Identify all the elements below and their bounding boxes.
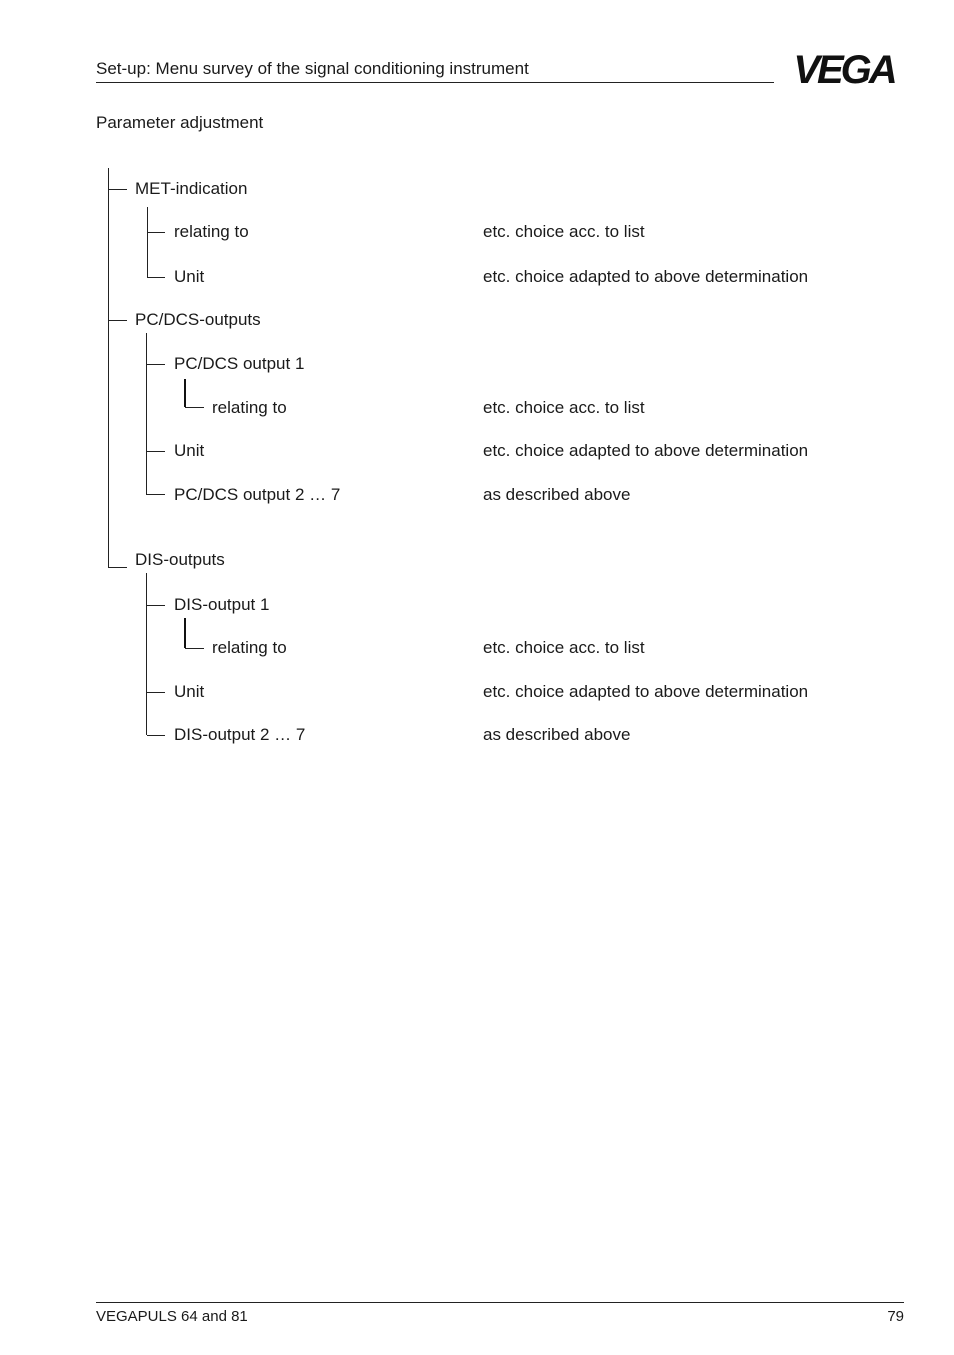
logo-text: VEGA [793,50,895,86]
menu-item-dis-relating-to: relating to [212,638,287,657]
menu-desc-pcdcs-output-rest: as described above [483,485,631,504]
menu-item-pcdcs-outputs: PC/DCS-outputs [135,310,261,329]
menu-desc-dis-relating-to: etc. choice acc. to list [483,638,645,657]
header-rule [96,82,774,83]
menu-item-dis-output-rest: DIS-output 2 … 7 [174,725,306,744]
menu-desc-dis-unit: etc. choice adapted to above determination [483,682,809,701]
page-header-title: Set-up: Menu survey of the signal conditioning instrument [96,59,529,78]
menu-item-dis-output-1: DIS-output 1 [174,595,270,614]
menu-item-met-relating-to: relating to [174,222,249,241]
menu-item-dis-outputs: DIS-outputs [135,550,225,569]
menu-item-met-unit: Unit [174,267,205,286]
menu-desc-pcdcs-relating-to: etc. choice acc. to list [483,398,645,417]
menu-item-met-indication: MET-indication [135,179,248,198]
vega-logo [783,50,905,86]
section-title: Parameter adjustment [96,113,264,132]
footer-product-name: VEGAPULS 64 and 81 [96,1308,248,1325]
menu-desc-met-relating-to: etc. choice acc. to list [483,222,645,241]
menu-desc-pcdcs-unit: etc. choice adapted to above determination [483,441,809,460]
menu-item-pcdcs-output-1: PC/DCS output 1 [174,354,305,373]
menu-item-pcdcs-unit: Unit [174,441,205,460]
footer-rule [96,1302,904,1303]
menu-desc-dis-output-rest: as described above [483,725,631,744]
menu-desc-met-unit: etc. choice adapted to above determination [483,267,809,286]
menu-item-pcdcs-relating-to: relating to [212,398,287,417]
menu-item-dis-unit: Unit [174,682,205,701]
menu-item-pcdcs-output-rest: PC/DCS output 2 … 7 [174,485,341,504]
page-number: 79 [887,1308,904,1325]
